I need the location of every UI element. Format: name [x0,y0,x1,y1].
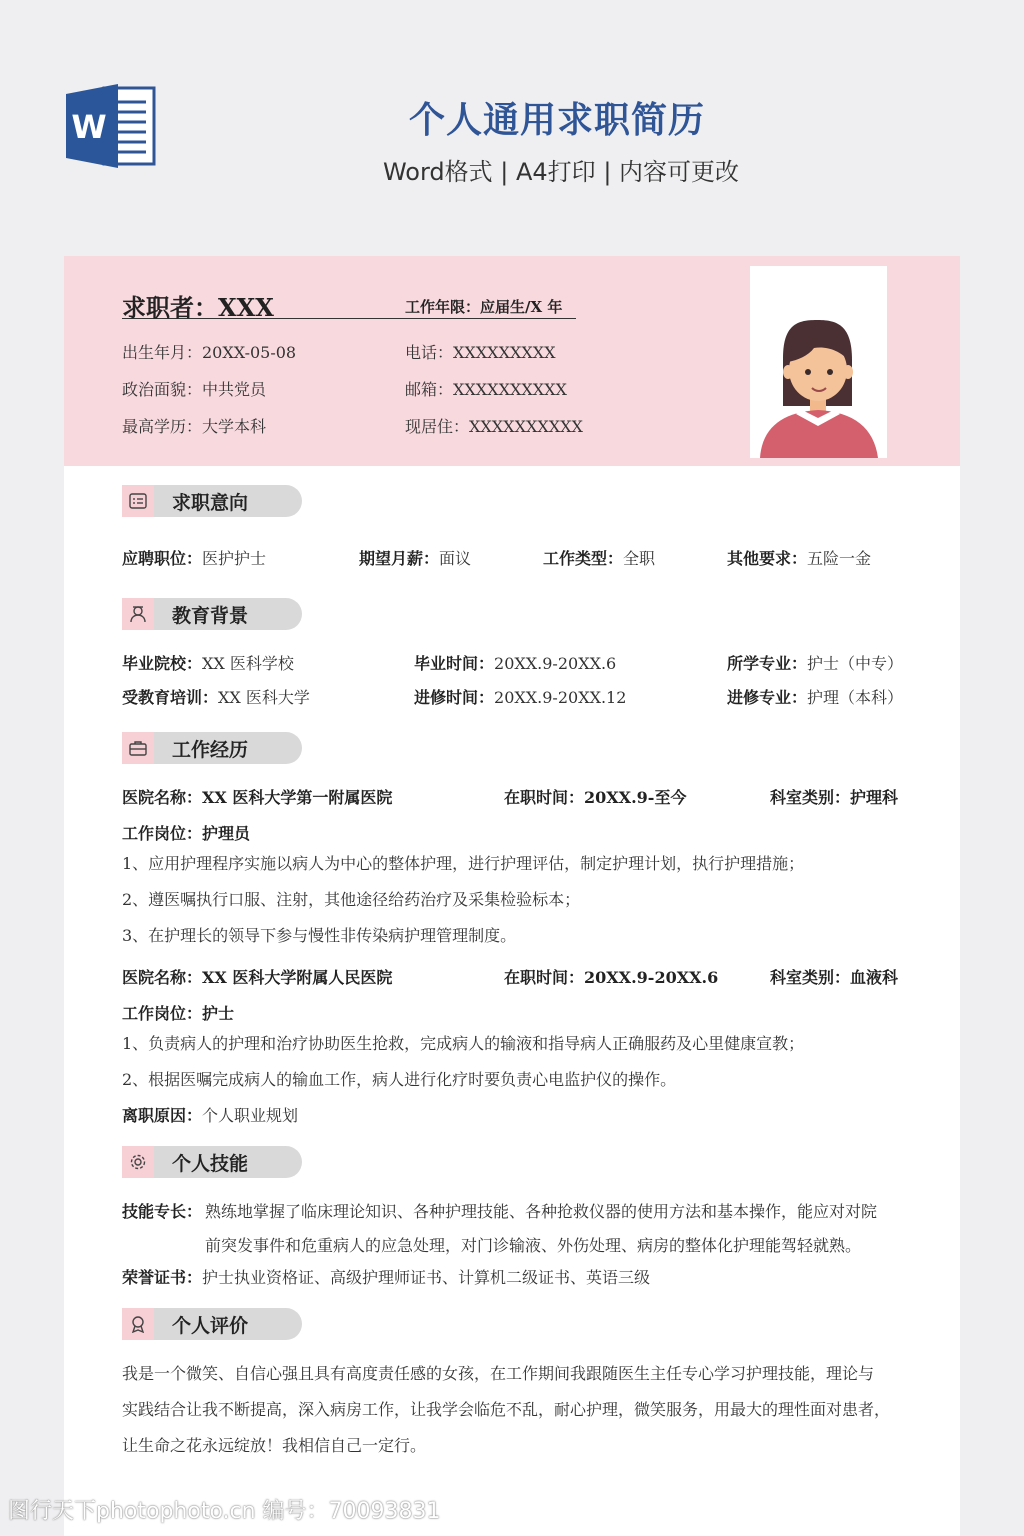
skills-label: 技能专长： [122,1202,203,1221]
skills-text-line-2: 前突发事件和危重病人的应急处理，对门诊输液、外伤处理、病房的整体化护理能驾轻就熟。 [205,1236,862,1255]
award-icon [122,1308,154,1340]
intent-position: 应聘职位：医护护士 [122,549,267,568]
job1-hospital: 医院名称：XX 医科大学第一附属医院 [122,788,393,807]
job2-duty-1: 1、负责病人的护理和治疗协助医生抢救，完成病人的输液和指导病人正确服药及心里健康宣教； [122,1034,805,1053]
evaluation-line-3: 让生命之花永远绽放！我相信自己一定行。 [122,1436,427,1455]
job2-duty-2: 2、根据医嘱完成病人的输血工作，病人进行化疗时要负责心电监护仪的操作。 [122,1070,677,1089]
checklist-icon [122,485,154,517]
address: 现居住：XXXXXXXXXX [405,417,583,436]
section-title: 个人评价 [172,1315,249,1337]
job2-dept: 科室类别：血液科 [770,968,899,987]
job1-duty-1: 1、应用护理程序实施以病人为中心的整体护理，进行护理评估，制定护理计划，执行护理措施； [122,854,805,873]
briefcase-icon [122,732,154,764]
section-header-education [122,598,302,630]
email: 邮箱：XXXXXXXXXX [405,380,567,399]
edu-training: 受教育培训：XX 医科大学 [122,688,310,707]
edu-major: 所学专业：护士（中专） [727,654,904,673]
job1-duty-2: 2、遵医嘱执行口服、注射，其他途径给药治疗及采集检验标本； [122,890,581,909]
highest-education: 最高学历：大学本科 [122,417,267,436]
watermark: 图行天下photophoto.cn 编号：70093831 [8,1499,441,1524]
applicant-name: 求职者：XXX [122,293,274,322]
job1-duty-3: 3、在护理长的领导下参与慢性非传染病护理管理制度。 [122,926,517,945]
section-header-evaluation [122,1308,302,1340]
job1-dept: 科室类别：护理科 [770,788,899,807]
edu-study-major: 进修专业：护理（本科） [727,688,904,707]
name-row [122,288,576,322]
avatar [750,266,887,458]
skills-text-line-1: 熟练地掌握了临床理论知识、各种护理技能、各种抢救仪器的使用方法和基本操作，能应对对院 [205,1202,878,1221]
phone: 电话：XXXXXXXXX [405,343,556,362]
word-logo-letter: W [71,108,107,146]
job1-post: 工作岗位：护理员 [122,824,251,843]
profile-header [64,256,960,466]
section-title: 个人技能 [172,1153,249,1175]
intent-salary: 期望月薪：面议 [359,549,472,568]
resume-sheet [64,256,960,1536]
political-status: 政治面貌：中共党员 [122,380,267,399]
graduate-icon [122,598,154,630]
intent-type: 工作类型：全职 [543,549,656,568]
edu-school: 毕业院校：XX 医科学校 [122,654,294,673]
work-years: 工作年限：应届生/X 年 [405,298,563,316]
certificates: 荣誉证书：护士执业资格证、高级护理师证书、计算机二级证书、英语三级 [122,1268,651,1287]
evaluation-line-2: 实践结合让我不断提高，深入病房工作，让我学会临危不乱，耐心护理，微笑服务，用最大的理性面对患者， [122,1400,891,1419]
edu-grad-time: 毕业时间：20XX.9-20XX.6 [414,654,617,673]
page-title: 个人通用求职简历 [408,100,705,141]
gear-icon [122,1146,154,1178]
birth-date: 出生年月：20XX-05-08 [122,343,297,362]
section-header-job-intent [122,485,302,517]
evaluation-line-1: 我是一个微笑、自信心强且具有高度责任感的女孩，在工作期间我跟随医生主任专心学习护理技能，理论与 [122,1364,875,1383]
section-header-skills [122,1146,302,1178]
section-header-work [122,732,302,764]
job2-leave-reason: 离职原因：个人职业规划 [122,1106,299,1125]
job2-hospital: 医院名称：XX 医科大学附属人民医院 [122,968,393,987]
edu-study-time: 进修时间：20XX.9-20XX.12 [414,688,627,707]
section-title: 求职意向 [172,492,249,514]
section-title: 教育背景 [172,605,249,627]
job1-time: 在职时间：20XX.9-至今 [504,788,687,807]
job2-time: 在职时间：20XX.9-20XX.6 [504,968,719,987]
page-subtitle: Word格式 | A4打印 | 内容可更改 [382,158,740,186]
section-title: 工作经历 [172,739,249,761]
intent-other: 其他要求：五险一金 [727,549,872,568]
job2-post: 工作岗位：护士 [122,1004,235,1023]
